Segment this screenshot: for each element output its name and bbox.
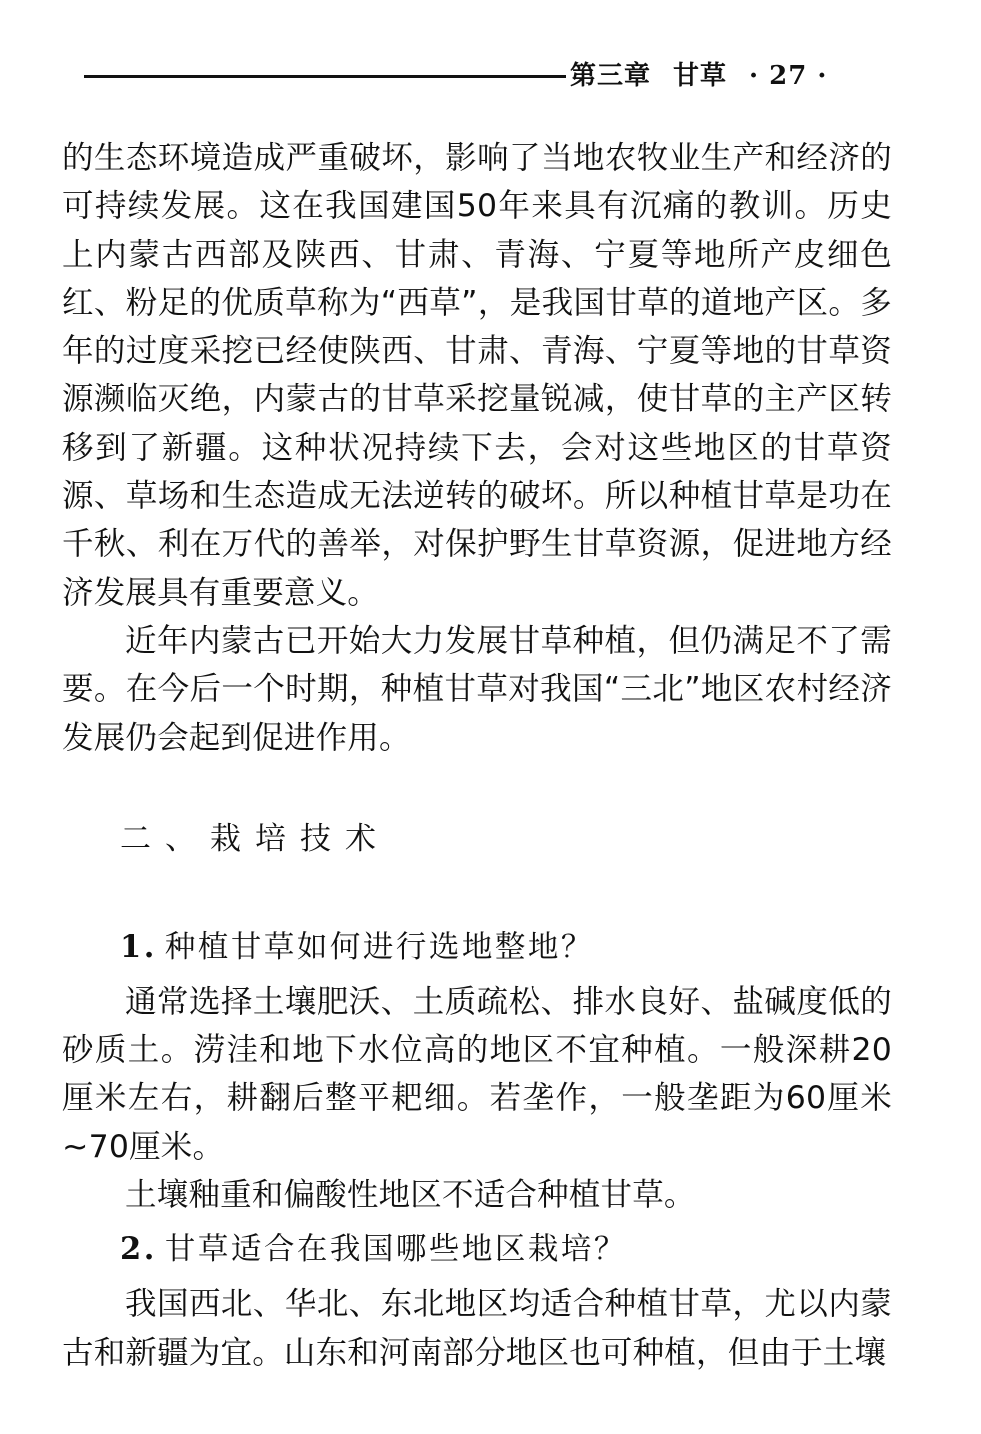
paragraph-continued: 的生态环境造成严重破坏，影响了当地农牧业生产和经济的可持续发展。这在我国建国50年来具有沉痛的教训。历史上内蒙古西部及陕西、甘肃、青海、宁夏等地所产皮细色红、粉足的优质草称为“西草”，是我国甘草的道地产区。多年的过度采挖已经使陕西、甘肃、青海、宁夏等地的甘草资源濒临灭绝，内蒙古的甘草采挖量锐减，使甘草的主产区转移到了新疆。这种状况持续下去，会对这些地区的甘草资源、草场和生态造成无法逆转的破坏。所以种植甘草是功在千秋、利在万代的善举，对保护野生甘草资源，促进地方经济发展具有重要意义。: [62, 140, 892, 611]
header-chapter: 第三章: [570, 61, 652, 91]
header-rule: [84, 75, 566, 78]
question-text: 种植甘草如何进行选地整地？: [164, 929, 594, 965]
section-heading: 二、栽培技术: [120, 820, 390, 857]
answer-paragraph: 通常选择土壤肥沃、土质疏松、排水良好、盐碱度低的砂质土。涝洼和地下水位高的地区不宜种植。一般深耕20厘米左右，耕翻后整平耙细。若垄作，一般垄距为60厘米~70厘米。: [62, 983, 892, 1165]
header-title: 甘草: [673, 61, 728, 91]
running-header: [84, 58, 844, 98]
page-number: · 27 ·: [749, 61, 828, 91]
question-text: 甘草适合在我国哪些地区栽培？: [164, 1232, 627, 1268]
question-heading: [62, 1225, 892, 1274]
question-heading: [62, 923, 892, 972]
question-number: 2.: [120, 1231, 157, 1268]
answer-paragraph: 土壤釉重和偏酸性地区不适合种植甘草。: [125, 1177, 696, 1214]
paragraph: 近年内蒙古已开始大力发展甘草种植，但仍满足不了需要。在今后一个时期，种植甘草对我国“三北”地区农村经济发展仍会起到促进作用。: [62, 622, 892, 756]
answer-paragraph: 我国西北、华北、东北地区均适合种植甘草，尤以内蒙古和新疆为宜。山东和河南部分地区也可种植，但由于土壤: [62, 1286, 892, 1371]
header-text: [570, 58, 827, 94]
page-body: [62, 134, 892, 1377]
question-number: 1.: [120, 928, 157, 965]
